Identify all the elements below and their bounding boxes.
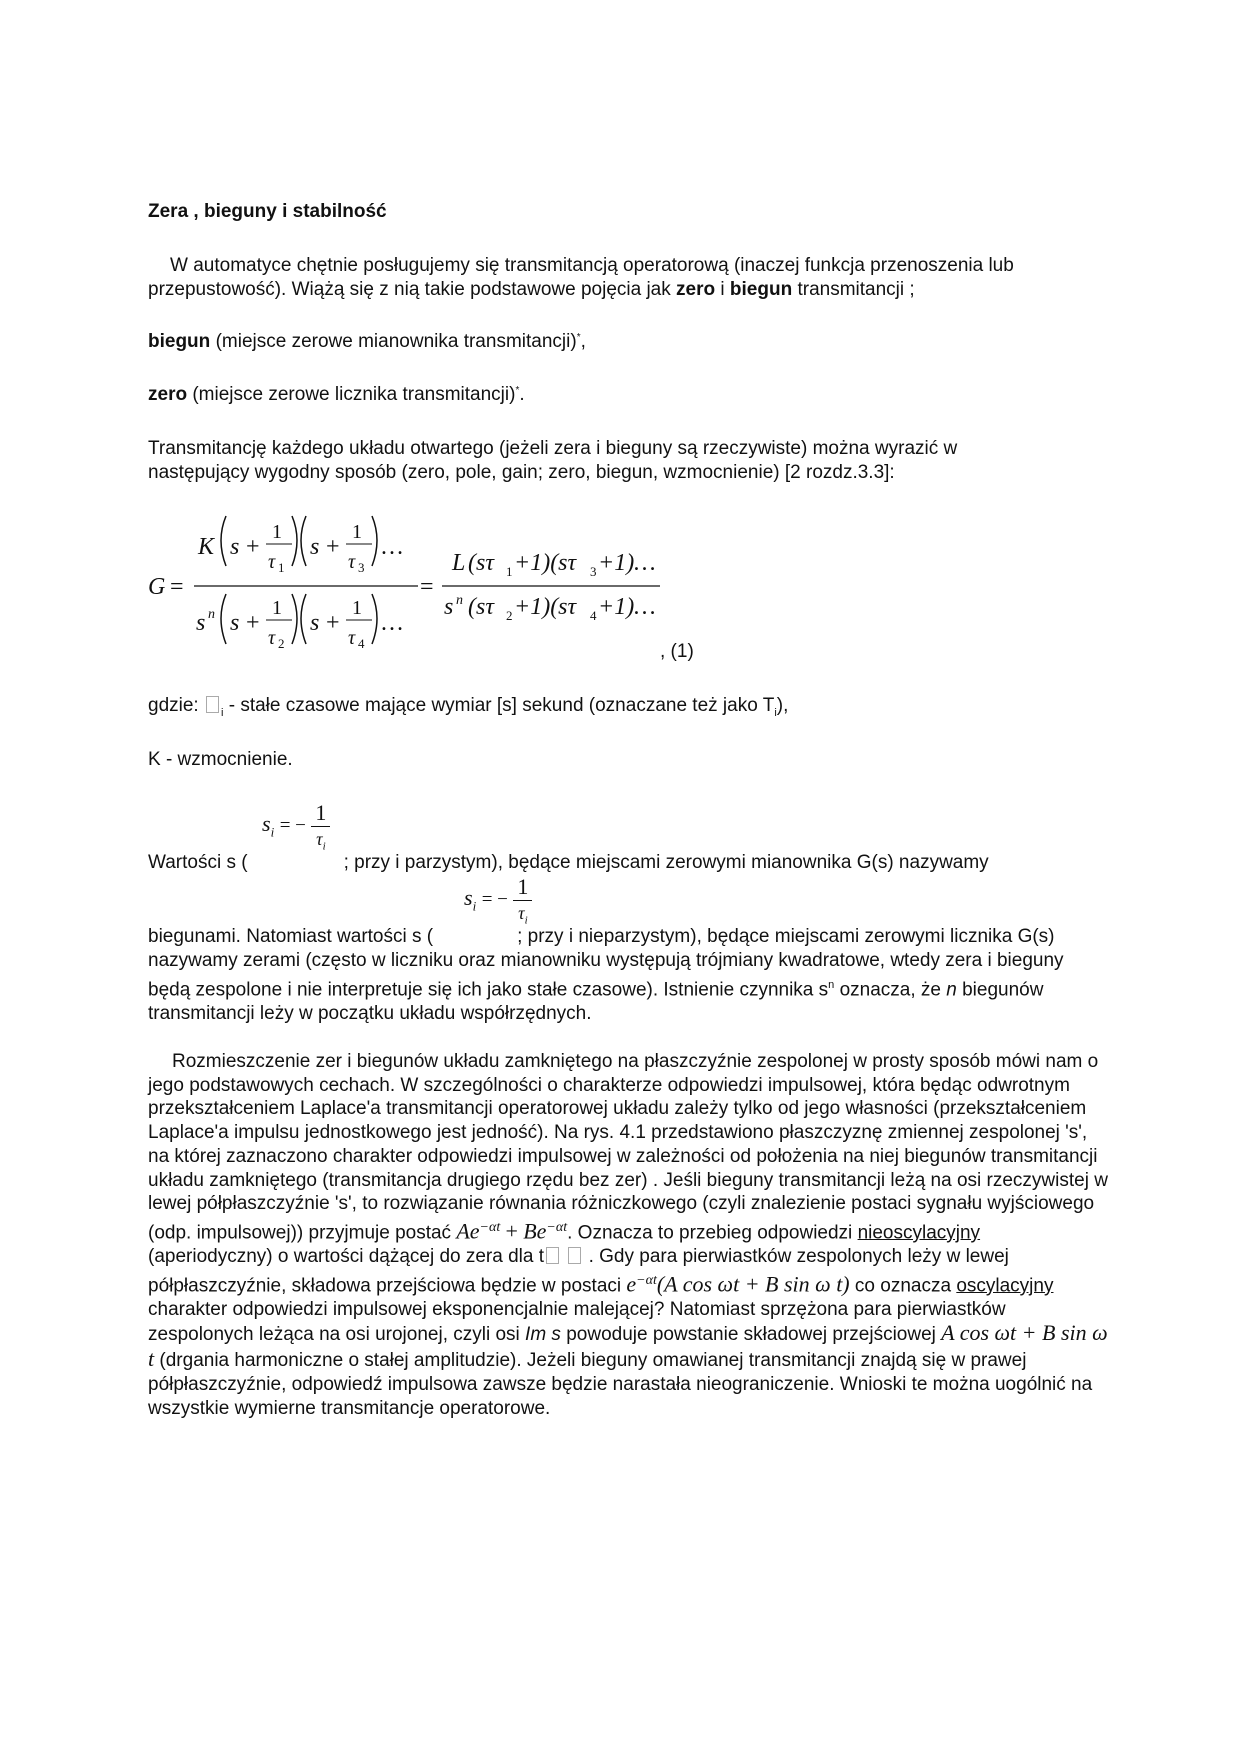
svg-text:+: + (246, 534, 260, 560)
svg-text:1: 1 (272, 597, 282, 619)
svg-text:1: 1 (278, 560, 285, 575)
transfer-intro-paragraph: Transmitancję każdego układu otwartego (jeżeli zera i bieguny są rzeczywiste) można wyrazić w następujący wygodny sposób (zero, pole, gain; zero, biegun, wzmocnienie) [2 rozdz.3.3]: (148, 438, 958, 483)
svg-text:n: n (208, 607, 215, 622)
svg-text:3: 3 (358, 560, 365, 575)
oscillatory-link[interactable]: oscylacyjny (956, 1274, 1054, 1296)
svg-text:…: … (380, 610, 404, 636)
infinity-glyph-icon (568, 1247, 581, 1264)
svg-text:+: + (326, 610, 340, 636)
svg-text:τ: τ (348, 551, 356, 573)
svg-text:τ: τ (348, 627, 356, 649)
nonoscillatory-link[interactable]: nieoscylacyjny (857, 1222, 981, 1244)
intro-paragraph: W automatyce chętnie posługujemy się transmitancją operatorową (inaczej funkcja przenoszenia lub przepustowość). Wiążą się z nią takie podstawowe pojęcia jak zero i biegun transmitancji ; (148, 255, 1014, 300)
svg-text:τ: τ (268, 627, 276, 649)
svg-text:(sτ: (sτ (468, 594, 494, 620)
svg-text:(sτ: (sτ (468, 550, 494, 576)
svg-text:2: 2 (506, 608, 513, 623)
where-line: gdzie: $_i$ - stałe czasowe mające wymiar [s] sekund (oznaczane też jako $T_i$), (148, 695, 789, 719)
eq-equals: = (170, 574, 184, 600)
equation-number: , (1) (660, 641, 694, 662)
svg-text:+: + (326, 534, 340, 560)
svg-text:τ: τ (268, 551, 276, 573)
svg-text:s: s (196, 610, 206, 636)
tau-glyph-icon (206, 696, 219, 713)
svg-text:1: 1 (352, 597, 362, 619)
svg-text:3: 3 (590, 564, 597, 579)
svg-text:…: … (380, 534, 404, 560)
gain-line: K - wzmocnienie. (148, 749, 293, 770)
eq-G: G (148, 574, 166, 600)
svg-text:+: + (246, 610, 260, 636)
svg-text:1: 1 (506, 564, 513, 579)
transfer-function-equation (146, 508, 706, 668)
definition-zero: zero (miejsce zerowe licznika transmitancji)*. (148, 384, 525, 405)
svg-text:=: = (420, 574, 434, 600)
svg-text:+1)(sτ: +1)(sτ (514, 550, 577, 576)
definition-pole: biegun (miejsce zerowe mianownika transmitancji)*, (148, 331, 586, 352)
svg-text:s: s (310, 610, 320, 636)
svg-text:4: 4 (590, 608, 597, 623)
svg-text:1: 1 (352, 521, 362, 543)
svg-text:+1)…: +1)… (598, 594, 656, 620)
svg-text:4: 4 (358, 636, 365, 651)
svg-text:L: L (452, 550, 466, 576)
svg-text:+1)…: +1)… (598, 550, 656, 576)
svg-text:+1)(sτ: +1)(sτ (514, 594, 577, 620)
page-title: Zera , bieguny i stabilność (148, 201, 387, 222)
zero-formula: $s_i$ = − 1 $\tau_i$ (464, 874, 532, 933)
pole-placement-paragraph: Rozmieszczenie zer i biegunów układu zamkniętego na płaszczyźnie zespolonej w prosty sposób mówi nam o jego podstawowych cechach. W szczególności o charakterze odpowiedzi impulsowej, która będąc odwrotnym przekształceniem Laplace'a transmitancji operatorowej układu zależy tylko od jego własności (przekształceniem Laplace'a impulsu jednostkowego jest jedność). Na rys. 4.1 przedstawiono płaszczyznę zmiennej zespolonej 's', na której zaznaczono charakter odpowiedzi impulsowej w zależności od położenia na niej biegunów transmitancji układu zamkniętego (transmitancja drugiego rzędu bez zer) . Jeśli bieguny transmitancji leżą na osi rzeczywistej w lewej półpłaszczyźnie 's', to rozwiązanie równania różniczkowego (czyli znalezienie postaci sygnału wyjściowego (odp. impulsowej)) przyjmuje postać $Ae^{-\alpha t} + Be^{-\alpha t}$. Oznacza to przebieg odpowiedzi nieoscylacyjny (aperiodyczny) o wartości dążącej do zera dla t . Gdy para pierwiastków zespolonych leży w lewej półpłaszczyźnie, składowa przejściowa będzie w postaci $e^{-\alpha t}(A$ cos ωt + B sin ω t) co oznacza oscylacyjny charakter odpowiedzi impulsowej eksponencjalnie malejącej? Natomiast sprzężona para pierwiastków zespolonych leżąca na osi urojonej, czyli osi Im s powoduje powstanie składowej przejściowej A cos ωt + B sin ω t (drgania harmoniczne o stałej amplitudzie). Jeżeli bieguny omawianej transmitancji znajdą się w prawej półpłaszczyźnie, odpowiedź impulsowa zawsze będzie narastała nieograniczenie. Wnioski te można uogólnić na wszystkie wymierne transmitancje operatorowe. (148, 1051, 1108, 1419)
svg-text:n: n (456, 593, 463, 608)
svg-text:1: 1 (272, 521, 282, 543)
svg-text:s: s (310, 534, 320, 560)
arrow-glyph-icon (546, 1247, 559, 1264)
svg-text:s: s (230, 534, 240, 560)
poles-sentence: Wartości s ( ; przy i parzystym), będące miejscami zerowymi mianownika G(s) nazywamy (148, 852, 989, 873)
svg-text:2: 2 (278, 636, 285, 651)
svg-text:s: s (230, 610, 240, 636)
svg-text:s: s (444, 594, 454, 620)
zeros-paragraph: biegunami. Natomiast wartości s ( ; przy i nieparzystym), będące miejscami zerowymi licznika G(s) nazywamy zerami (często w liczniku oraz mianowniku występują trójmiany kwadratowe, wtedy zera i bieguny będą zespolone i nie interpretuje się ich jako stałe czasowe). Istnienie czynnika $s^n$ oznacza, że n biegunów transmitancji leży w początku układu współrzędnych. (148, 926, 1064, 1025)
svg-text:K: K (198, 534, 215, 560)
pole-formula: $s_i$ = − 1 $\tau_i$ (262, 800, 330, 859)
